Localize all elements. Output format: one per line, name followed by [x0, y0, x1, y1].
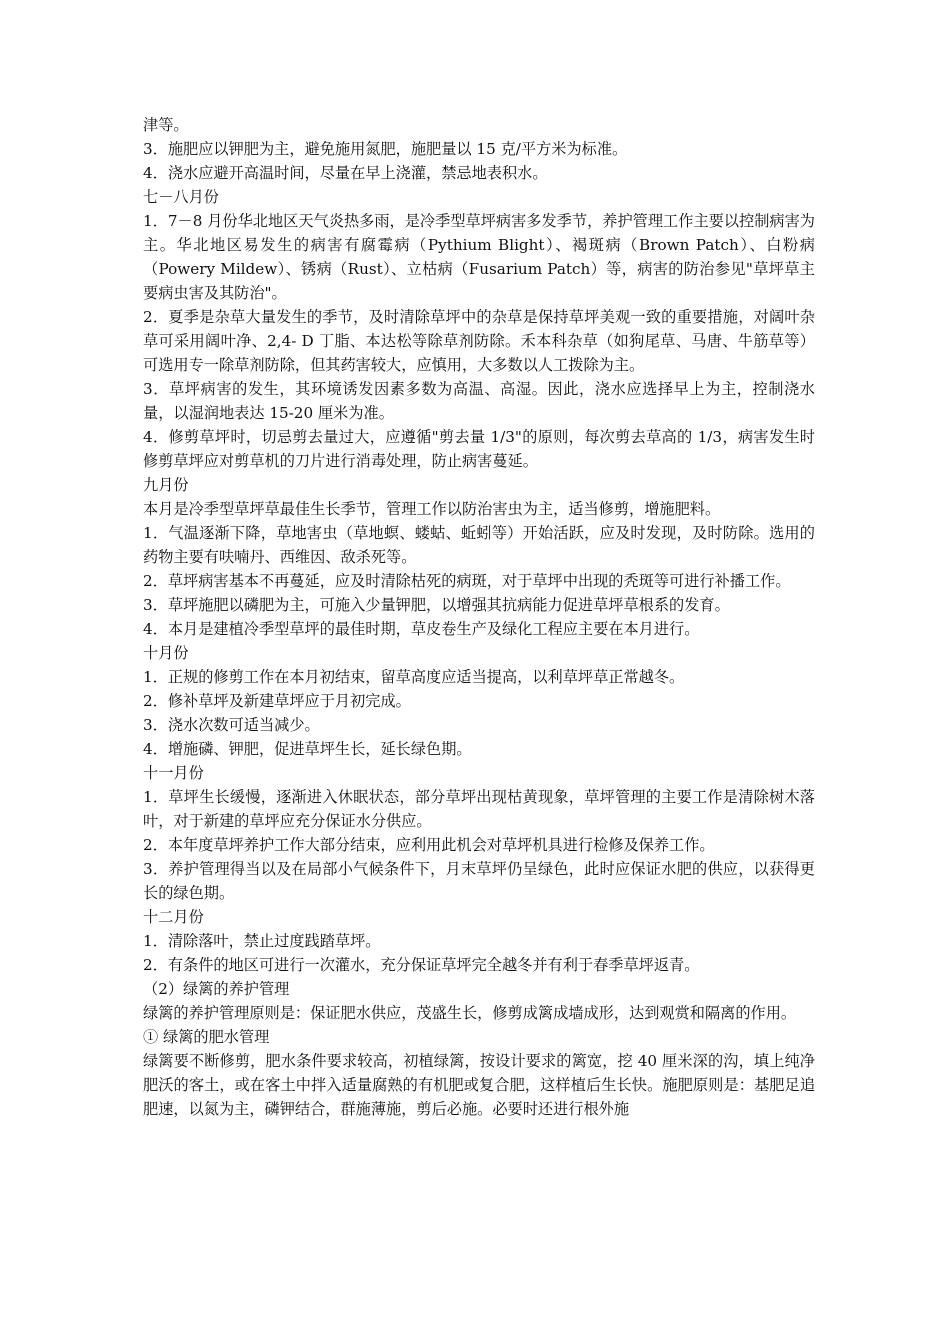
section-heading-nov: 十一月份 — [143, 764, 204, 782]
paragraph-sep-1: 1．气温逐渐下降，草地害虫（草地螟、蝼蛄、蚯蚓等）开始活跃，应及时发现，及时防除。选用的药物主要有呋喃丹、西维因、敌杀死等。 — [143, 524, 815, 566]
paragraph-oct-3: 3．浇水次数可适当减少。 — [143, 716, 320, 734]
subsection-heading-hedge-fertilizer: ① 绿篱的肥水管理 — [143, 1028, 270, 1046]
paragraph-sep-2: 2．草坪病害基本不再蔓延，应及时清除枯死的病斑，对于草坪中出现的秃斑等可进行补播工作。 — [143, 572, 791, 590]
subsection-heading-hedge: （2）绿篱的养护管理 — [143, 980, 290, 998]
paragraph-nov-2: 2．本年度草坪养护工作大部分结束，应利用此机会对草坪机具进行检修及保养工作。 — [143, 836, 715, 854]
section-heading-dec: 十二月份 — [143, 908, 204, 926]
paragraph-sep-intro: 本月是冷季型草坪草最佳生长季节，管理工作以防治害虫为主，适当修剪，增施肥料。 — [143, 500, 721, 518]
paragraph-jul-aug-3: 3．草坪病害的发生，其环境诱发因素多数为高温、高湿。因此，浇水应选择早上为主，控制浇水量，以湿润地表达 15-20 厘米为准。 — [143, 380, 815, 422]
paragraph-nov-3: 3．养护管理得当以及在局部小气候条件下，月末草坪仍呈绿色，此时应保证水肥的供应，以获得更长的绿色期。 — [143, 860, 815, 902]
paragraph-continuation: 津等。 — [143, 116, 189, 134]
paragraph-oct-1: 1．正规的修剪工作在本月初结束，留草高度应适当提高，以利草坪草正常越冬。 — [143, 668, 685, 686]
paragraph-oct-2: 2．修补草坪及新建草坪应于月初完成。 — [143, 692, 411, 710]
paragraph-nov-1: 1．草坪生长缓慢，逐渐进入休眠状态，部分草坪出现枯黄现象，草坪管理的主要工作是清除树木落叶，对于新建的草坪应充分保证水分供应。 — [143, 788, 815, 830]
paragraph-sep-4: 4．本月是建植冷季型草坪的最佳时期，草皮卷生产及绿化工程应主要在本月进行。 — [143, 620, 700, 638]
paragraph-item-4: 4．浇水应避开高温时间，尽量在早上浇灌，禁忌地表积水。 — [143, 164, 548, 182]
paragraph-oct-4: 4．增施磷、钾肥，促进草坪生长，延长绿色期。 — [143, 740, 472, 758]
paragraph-jul-aug-4: 4．修剪草坪时，切忌剪去量过大，应遵循"剪去量 1/3"的原则，每次剪去草高的 1/3，病害发生时修剪草坪应对剪草机的刀片进行消毒处理，防止病害蔓延。 — [143, 428, 815, 470]
section-heading-sep: 九月份 — [143, 476, 189, 494]
paragraph-item-3: 3．施肥应以钾肥为主，避免施用氮肥，施肥量以 15 克/平方米为标准。 — [143, 140, 628, 158]
paragraph-dec-1: 1．清除落叶，禁止过度践踏草坪。 — [143, 932, 381, 950]
paragraph-jul-aug-2: 2．夏季是杂草大量发生的季节，及时清除草坪中的杂草是保持草坪美观一致的重要措施，对阔叶杂草可采用阔叶净、2,4- D 丁脂、本达松等除草剂防除。禾本科杂草（如狗尾草、马唐、牛筋草等）可选用专一除草剂防除，但其药害较大，应慎用，大多数以人工拨除为主。 — [143, 308, 815, 374]
paragraph-dec-2: 2．有条件的地区可进行一次灌水，充分保证草坪完全越冬并有利于春季草坪返青。 — [143, 956, 700, 974]
paragraph-hedge-fertilizer: 绿篱要不断修剪，肥水条件要求较高，初植绿篱，按设计要求的篱宽，挖 40 厘米深的沟，填上纯净肥沃的客土，或在客土中拌入适量腐熟的有机肥或复合肥，这样植后生长快。施肥原则是：基肥足追肥速，以氮为主，磷钾结合，群施薄施，剪后必施。必要时还进行根外施 — [143, 1052, 815, 1118]
paragraph-jul-aug-1: 1．7－8 月份华北地区天气炎热多雨，是冷季型草坪病害多发季节，养护管理工作主要以控制病害为主。华北地区易发生的病害有腐霉病（Pythium Blight）、褐斑病（Brown Patch）、白粉病（Powery Mildew）、锈病（Rust）、立枯病（Fusarium Patch）等，病害的防治参见"草坪草主要病虫害及其防治"。 — [143, 212, 815, 302]
document-page — [143, 113, 815, 1121]
paragraph-hedge-principle: 绿篱的养护管理原则是：保证肥水供应，茂盛生长，修剪成篱成墙成形，达到观赏和隔离的作用。 — [143, 1004, 797, 1022]
paragraph-sep-3: 3．草坪施肥以磷肥为主，可施入少量钾肥，以增强其抗病能力促进草坪草根系的发育。 — [143, 596, 730, 614]
section-heading-jul-aug: 七－八月份 — [143, 188, 219, 206]
section-heading-oct: 十月份 — [143, 644, 189, 662]
